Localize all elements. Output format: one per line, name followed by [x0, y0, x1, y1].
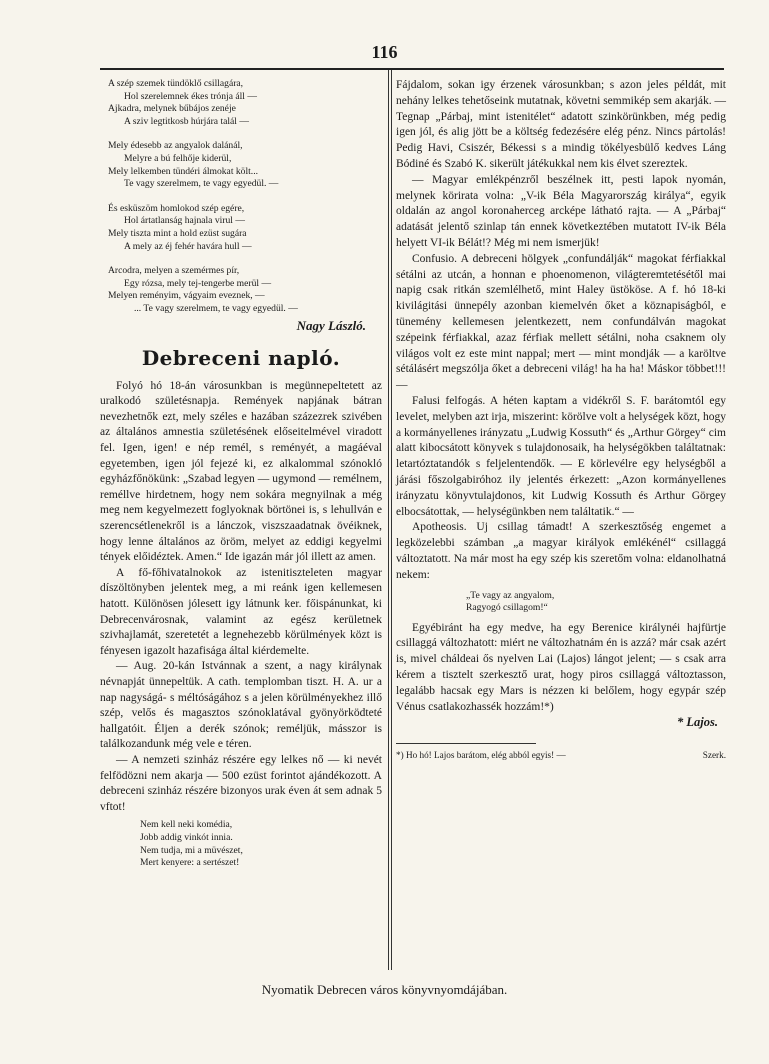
poem-stanza-4: [108, 265, 382, 315]
poem-line: És esküszöm homlokod szép egére,: [108, 202, 245, 214]
imprint: Nyomatik Debrecen város könyvnyomdájában.: [261, 982, 508, 997]
poem-line: Hol szerelemnek ékes trónja áll —: [124, 90, 257, 102]
left-column: [100, 78, 382, 872]
paragraph: Egyébiránt ha egy medve, ha egy Berenice királynéi hajfürtje csillaggá változhatott: miért ne változhatnám én is azzá? már csak azért is, mivel cháldeai ős nyelven Lai (Lajos) lángot jelent; — s csak arra kérem a tisztelt szerkesztő urat, hogy piros csillaggá változtasson, legalább hacsak egy Mars is nézzen ki belőlem, hogy egypár szép Vénus csatlakozhassék hozzám!*): [396, 621, 726, 713]
paragraph: A fő-főhivatalnokok az istenitiszteleten magyar díszöltönyben jelentek meg, a mi reánk igen kellemesen hatott. Különösen jólesett igy látnunk ker. főispánunkat, ki Debrecenvárosnak, valamint az egész kerületnek szivhajlamát, szeretetét a legnehezebb körülmények közt is fényesen igazolt hazafisága által kiérdemelte.: [100, 566, 382, 657]
poem-line: Mely tiszta mint a hold ezüst sugára: [108, 227, 247, 239]
paragraph: Falusi felfogás. A héten kaptam a vidékről S. F. barátomtól egy levelet, melyben azt irja, miszerint: körölve volt a helységek közt, hogy a kormányellenes irányzatu „Ludwig Kossuth“ és „Arthur Görgey“ cim alatt kibocsátott könyvek s tulajdonosaik, ha helységökben találtatnak: letartóztatandók s feljelentendők. — E körlevélre egy helységből a járási főszolgabiróhoz ily jelentés érkezett: „Azon kormányellenes irányzatu könyvtulajdonos, kit Ludwig Kossuth és Arthur Görgey elbocsátottak, — helységünkben nem találtatik.“ —: [396, 394, 726, 518]
verse-line: „Te vagy az angyalom,: [466, 589, 555, 601]
verse-line: Nem kell neki komédia,: [140, 819, 233, 831]
poem-line: A sziv legtitkosb húrjára talál —: [124, 115, 249, 127]
poem-line: Mely lelkemben tündéri álmokat költ...: [108, 165, 259, 177]
poem-stanza-3: [108, 203, 382, 253]
column-divider-2: [391, 70, 392, 970]
poem-line: Hol ártatlanság hajnala virul —: [124, 215, 245, 227]
poem-line: A mely az éj fehér havára hull —: [124, 240, 252, 252]
poem-line: Te vagy szerelmem, te vagy egyedül. —: [124, 178, 279, 190]
paragraph: — A nemzeti szinház részére egy lelkes nő — ki nevét felfödözni nem akarja — 500 ezüst forintot ajándékozott. A debreceni szinház részére bizonyos urak éven át sem adnak 5 vftot!: [100, 753, 382, 813]
footnote-rule: [396, 743, 536, 744]
verse-line: Mert kenyere: a sertészet!: [140, 857, 240, 869]
footnote-text: *) Ho hó! Lajos barátom, elég abból egyis! —: [396, 750, 566, 761]
poem-line: Ajkadra, melynek bűbájos zenéje: [108, 103, 236, 115]
poem-line: ... Te vagy szerelmem, te vagy egyedül. —: [134, 302, 298, 314]
verse-line: Nem tudja, mi a müvészet,: [140, 844, 243, 856]
right-column: [396, 78, 726, 764]
verse: [140, 819, 382, 869]
poem-stanza-2: [108, 140, 382, 190]
poem-line: Egy rózsa, mely tej-tengerbe merül —: [124, 277, 272, 289]
verse: [466, 590, 726, 615]
poem-line: A szép szemek tündöklő csillagára,: [108, 78, 244, 89]
article-signature: * Lajos.: [677, 715, 718, 730]
poem-signature: Nagy László.: [296, 317, 366, 333]
poem-line: Melyre a bú felhője kiderül,: [124, 152, 232, 164]
poem-line: Melyen reményim, vágyaim eveznek, —: [108, 290, 265, 302]
paragraph: Confusio. A debreceni hölgyek „confundálják“ magokat férfiakkal sétálni az utcán, a honnan e phoenomenon, világteremtetésétől mai napig csak ritkán szemlélhető, mint Haley üstököse. A f. hó 18-ki kivilágitási ünnepély azonban kiemelvén őket a köznapiságból, e tünemény kellemesen jelentkezett, nem confundálván magokat szépeink férfiakkal, azaz férfiak mellett sétálni, noha csaknem oly világos volt ez este mint nappal; mert — mint mondják — a karöltve sétálásért megszólja őket a debreceni világ! ha ha ha! Máskor többet!!! —: [396, 252, 726, 392]
paragraph: Apotheosis. Uj csillag támadt! A szerkesztőség engemet a legközelebbi számban „a magyar királyok emlékénél“ csillaggá változtatott. Na már most ha egy szép kis szeretőm volna: eldanolhatná nekem:: [396, 521, 726, 581]
verse-line: Ragyogó csillagom!“: [466, 602, 548, 614]
footnote-author: Szerk.: [702, 750, 726, 761]
verse-line: Jobb addig vinkót innia.: [140, 831, 233, 843]
column-divider: [388, 70, 389, 970]
poem: [108, 78, 382, 316]
paragraph: Fájdalom, sokan igy érzenek városunkban; s azon jeles példát, mit nehány lelkes tehetőseink mutatnak, követni semmikép sem akarják. — Tegnap „Párbaj, mint istenitélet“ adatott szinkörünkben, még pedig igen jól, és alig jött be a költség fedezésére elég pénz. Nincs pártolás! Pedig Havi, Csiszér, Békessi s a mindig tökélyesbülő kedves Láng Bódiné és Szabó K. sikerült játékukkal nem kis élvet szereztek.: [396, 79, 726, 170]
section-heading: Debreceni napló.: [141, 346, 341, 371]
paragraph: Folyó hó 18-án városunkban is megünnepeltetett az uralkodó születésnapja. Remények napjának bátran nevezhetnők ezt, mely széles e hazában százezrek szivében az általános amnestia születésének előseitelmével viradott fel. Igen, igen! e nép remél, s reményét, a magáéval egyetemben, igen jól fejezé ki, ez alkalommal szónokló egyházfőnökünk: „Szabad legyen — ugymond — remélnem, reméllve hirdetnem, hogy nem sokára megnyilnak a még meg nem kegyelmezett foglyoknak börtönei is, s lehullván e szerencsétlenekről is a lánczok, viszszaadatnak övéiknek, hogy lenne általános az öröm, melyet az eddigi kegyelmi tények előidéztek. Amen.“ Ide igazán már jól illett az amen.: [100, 379, 382, 564]
poem-line: Arcodra, melyen a szemérmes pír,: [108, 265, 240, 277]
paragraph: — Aug. 20-kán Istvánnak a szent, a nagy királynak névnapját ünnepeltük. A cath. templomban tiszt. H. A. ur a nap nagyságá- s méltóságához s a jelen körülményekhez illő szép, velős és magasztos szónoklatával gyönyörködteté hallgatóit. Éljen a derék szónok; reméljük, másszor is találkozandunk még vele e téren.: [100, 660, 382, 751]
poem-line: Mely édesebb az angyalok dalánál,: [108, 140, 243, 152]
paragraph: — Magyar emlékpénzről beszélnek itt, pesti lapok nyomán, melynek körirata volna: „V-ik Béla Magyarország királya“, egyik oldalán az angol koronaherceg arcképe látható rajta. — A „Párbaj“ adatását jelentő szinlap tán ennek következtében mutatott IV-ik Béla helyett VI-ik Bélát!? Még mi nem ismerjük!: [396, 173, 726, 249]
page-number: 116: [371, 42, 398, 62]
poem-stanza-1: [108, 78, 382, 128]
top-rule: [100, 68, 724, 70]
footnote: [396, 748, 726, 764]
